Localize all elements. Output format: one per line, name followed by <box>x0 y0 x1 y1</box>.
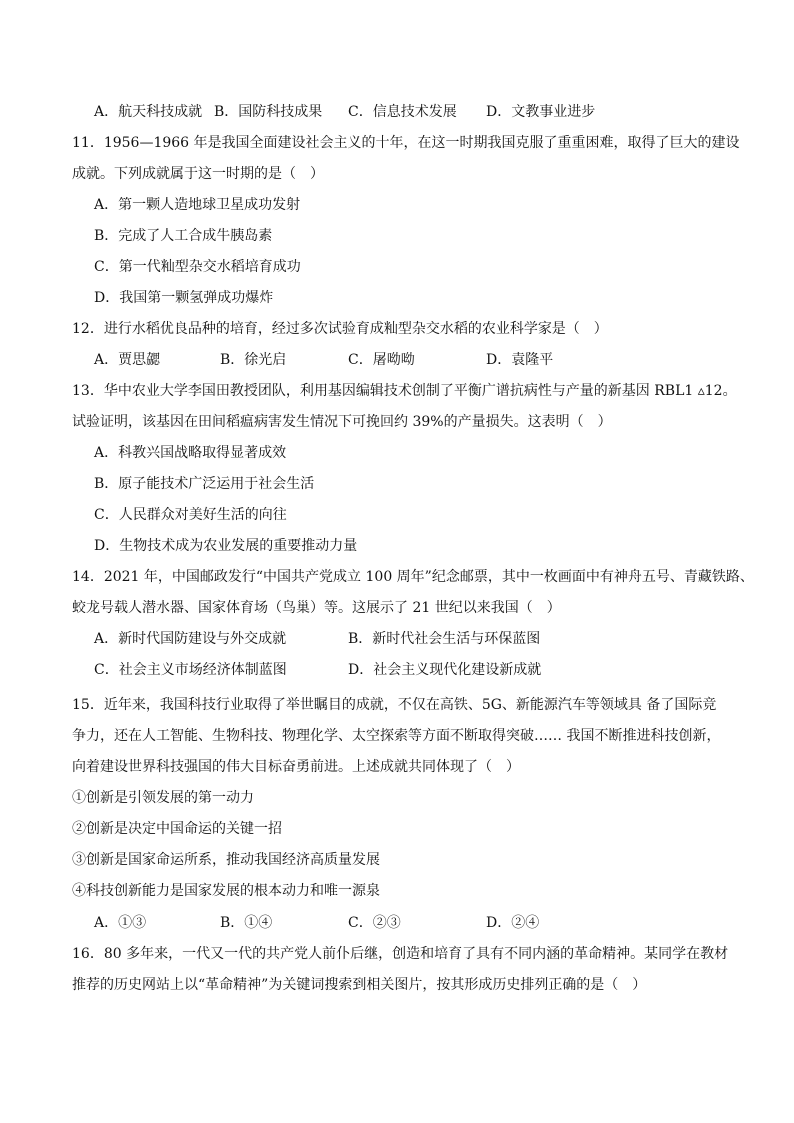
q12-options <box>94 350 734 370</box>
q13-stem-line1: 13．华中农业大学李国田教授团队，利用基因编辑技术创制了平衡广谱抗病性与产量的新基因 RBL1 ▵12。 <box>72 383 737 399</box>
q15-stem-line3: 向着建设世界科技强国的伟大目标奋勇前进。上述成就共同体现了（ ） <box>72 759 520 775</box>
q15-stem-line2: 争力，还在人工智能、生物科技、物理化学、太空探索等方面不断取得突破…… 我国不断推进科技创新， <box>72 728 721 744</box>
q12-option-b: B．徐光启 <box>220 352 287 368</box>
q14-option-a: A．新时代国防建设与外交成就 <box>94 631 287 647</box>
q13-option-b: B．原子能技术广泛运用于社会生活 <box>94 476 315 492</box>
q10-option-c: C．信息技术发展 <box>348 104 457 120</box>
q12-option-c: C．屠呦呦 <box>348 352 415 368</box>
q15-option-a: A．①③ <box>94 915 147 931</box>
q13-option-a: A．科教兴国战略取得显著成效 <box>94 445 287 461</box>
q11-option-c: C．第一代籼型杂交水稻培育成功 <box>94 259 301 275</box>
q13-option-d: D．生物技术成为农业发展的重要推动力量 <box>94 538 358 554</box>
q11-option-a: A．第一颗人造地球卫星成功发射 <box>94 197 301 213</box>
q12-stem-line1: 12．进行水稻优良品种的培育，经过多次试验育成籼型杂交水稻的农业科学家是（ ） <box>72 321 608 337</box>
q10-option-b: B．国防科技成果 <box>214 104 323 120</box>
q11-stem-line1: 11．1956—1966 年是我国全面建设社会主义的十年，在这一时期我国克服了重重困难，取得了巨大的建设 <box>72 135 740 151</box>
q15-stem-line1: 15．近年来，我国科技行业取得了举世瞩目的成就，不仅在高铁、5G、新能源汽车等领域具 备了国际竞 <box>72 697 717 713</box>
q12-option-a: A．贾思勰 <box>94 352 161 368</box>
q15-option-c: C．②③ <box>348 915 401 931</box>
q14-option-d: D．社会主义现代化建设新成就 <box>348 662 542 678</box>
q13-stem-line2: 试验证明，该基因在田间稻瘟病害发生情况下可挽回约 39%的产量损失。这表明（ ） <box>72 414 612 430</box>
q10-option-d: D．文教事业进步 <box>486 104 596 120</box>
q11-option-b: B．完成了人工合成牛胰岛素 <box>94 228 273 244</box>
q10-option-a: A．航天科技成就 <box>94 104 203 120</box>
q11-option-d: D．我国第一颗氢弹成功爆炸 <box>94 290 274 306</box>
q15-item-2: ②创新是决定中国命运的关键一招 <box>72 821 282 837</box>
q11-stem-line2: 成就。下列成就属于这一时期的是（ ） <box>72 166 324 182</box>
q14-options-row2 <box>94 660 734 680</box>
q12-option-d: D．袁隆平 <box>486 352 554 368</box>
q14-options-row1 <box>94 629 734 649</box>
q15-item-1: ①创新是引领发展的第一动力 <box>72 790 254 806</box>
q14-stem-line2: 蛟龙号载人潜水器、国家体育场（鸟巢）等。这展示了 21 世纪以来我国（ ） <box>72 600 561 616</box>
q15-item-4: ④科技创新能力是国家发展的根本动力和唯一源泉 <box>72 883 380 899</box>
q14-option-c: C．社会主义市场经济体制蓝图 <box>94 662 287 678</box>
q14-option-b: B．新时代社会生活与环保蓝图 <box>348 631 541 647</box>
q15-option-b: B．①④ <box>220 915 273 931</box>
q13-option-c: C．人民群众对美好生活的向往 <box>94 507 287 523</box>
q16-stem-line2: 推荐的历史网站上以“革命精神”为关键词搜索到相关图片，按其形成历史排列正确的是（ ） <box>72 977 647 993</box>
q16-stem-line1: 16．80 多年来，一代又一代的共产党人前仆后继，创造和培育了具有不同内涵的革命精神。某同学在教材 <box>72 946 729 962</box>
q10-options <box>94 102 734 122</box>
q14-stem-line1: 14．2021 年，中国邮政发行“中国共产党成立 100 周年”纪念邮票，其中一枚画面中有神舟五号、青藏铁路、 <box>72 569 754 585</box>
q15-item-3: ③创新是国家命运所系，推动我国经济高质量发展 <box>72 852 380 868</box>
q15-options <box>94 913 734 933</box>
q15-option-d: D．②④ <box>486 915 540 931</box>
